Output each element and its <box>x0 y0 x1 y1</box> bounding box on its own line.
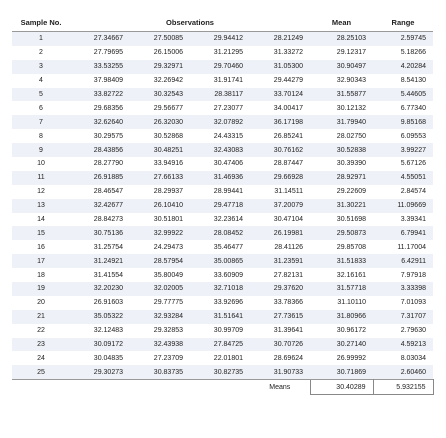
sample-number: 21 <box>12 310 70 324</box>
mean-cell: 31.30221 <box>310 199 373 213</box>
observation-cell: 30.70726 <box>250 338 310 352</box>
observation-cell: 28.99441 <box>190 185 250 199</box>
observation-cell: 32.20230 <box>70 282 130 296</box>
observation-cell: 26.32030 <box>130 115 190 129</box>
observation-cell: 32.42677 <box>70 199 130 213</box>
sample-number: 6 <box>12 101 70 115</box>
table-row <box>12 268 433 282</box>
mean-cell: 30.96172 <box>310 324 373 338</box>
mean-cell: 30.71869 <box>310 365 373 379</box>
table-row <box>12 213 433 227</box>
observation-cell: 30.04835 <box>70 351 130 365</box>
observation-cell: 30.47406 <box>190 157 250 171</box>
sample-number: 13 <box>12 199 70 213</box>
observation-cell: 28.41126 <box>250 240 310 254</box>
observation-cell: 33.60909 <box>190 268 250 282</box>
table-row <box>12 32 433 46</box>
observation-cell: 29.66928 <box>250 171 310 185</box>
observation-cell: 31.33272 <box>250 46 310 60</box>
observation-cell: 32.62640 <box>70 115 130 129</box>
observation-cell: 28.29937 <box>130 185 190 199</box>
mean-cell: 30.52838 <box>310 143 373 157</box>
observation-cell: 29.32853 <box>130 324 190 338</box>
observation-cell: 28.57954 <box>130 254 190 268</box>
sample-number: 9 <box>12 143 70 157</box>
mean-cell: 30.90497 <box>310 60 373 74</box>
table-row <box>12 101 433 115</box>
mean-cell: 30.39390 <box>310 157 373 171</box>
mean-cell: 31.79940 <box>310 115 373 129</box>
range-cell: 8.03034 <box>373 351 433 365</box>
observation-cell: 29.30273 <box>70 365 130 379</box>
observation-cell: 27.73615 <box>250 310 310 324</box>
sample-number: 23 <box>12 338 70 352</box>
mean-cell: 29.50873 <box>310 226 373 240</box>
observation-cell: 29.68356 <box>70 101 130 115</box>
observation-cell: 32.23614 <box>190 213 250 227</box>
sample-number: 25 <box>12 365 70 379</box>
range-cell: 2.84574 <box>373 185 433 199</box>
sample-number: 10 <box>12 157 70 171</box>
table-row <box>12 157 433 171</box>
mean-cell: 28.92971 <box>310 171 373 185</box>
observation-cell: 26.15006 <box>130 46 190 60</box>
table-row <box>12 46 433 60</box>
range-cell: 9.85168 <box>373 115 433 129</box>
observation-cell: 31.46936 <box>190 171 250 185</box>
observation-cell: 29.37620 <box>250 282 310 296</box>
table-row <box>12 171 433 185</box>
range-cell: 3.99227 <box>373 143 433 157</box>
range-cell: 2.60460 <box>373 365 433 379</box>
table-row <box>12 199 433 213</box>
observation-cell: 32.02005 <box>130 282 190 296</box>
range-cell: 6.42911 <box>373 254 433 268</box>
mean-cell: 28.25103 <box>310 32 373 46</box>
observation-cell: 28.38117 <box>190 88 250 102</box>
range-cell: 3.33398 <box>373 282 433 296</box>
range-cell: 5.67126 <box>373 157 433 171</box>
sample-number: 2 <box>12 46 70 60</box>
sample-number: 1 <box>12 32 70 46</box>
observation-cell: 28.27790 <box>70 157 130 171</box>
observation-cell: 36.17198 <box>250 115 310 129</box>
mean-cell: 31.10110 <box>310 296 373 310</box>
sample-number: 20 <box>12 296 70 310</box>
data-table <box>12 13 434 395</box>
observation-cell: 31.41554 <box>70 268 130 282</box>
observation-cell: 31.21295 <box>190 46 250 60</box>
table-row <box>12 338 433 352</box>
observation-cell: 27.23709 <box>130 351 190 365</box>
observation-cell: 22.01801 <box>190 351 250 365</box>
table-row <box>12 129 433 143</box>
range-cell: 3.39341 <box>373 213 433 227</box>
observation-cell: 29.56677 <box>130 101 190 115</box>
observation-cell: 28.87447 <box>250 157 310 171</box>
table-row <box>12 282 433 296</box>
sample-number: 15 <box>12 226 70 240</box>
table-row <box>12 254 433 268</box>
observation-cell: 32.93284 <box>130 310 190 324</box>
observation-cell: 30.51801 <box>130 213 190 227</box>
observation-cell: 33.70124 <box>250 88 310 102</box>
observation-cell: 33.94916 <box>130 157 190 171</box>
observation-cell: 35.00865 <box>190 254 250 268</box>
observation-cell: 37.20079 <box>250 199 310 213</box>
observation-cell: 31.05300 <box>250 60 310 74</box>
range-cell: 4.55051 <box>373 171 433 185</box>
range-cell: 2.59745 <box>373 32 433 46</box>
range-cell: 7.97918 <box>373 268 433 282</box>
mean-cell: 30.27140 <box>310 338 373 352</box>
observation-cell: 34.00417 <box>250 101 310 115</box>
observation-cell: 27.82131 <box>250 268 310 282</box>
grand-mean: 30.40289 <box>310 380 373 395</box>
table-row <box>12 226 433 240</box>
observation-cell: 29.44279 <box>250 74 310 88</box>
observation-cell: 29.77775 <box>130 296 190 310</box>
sample-number: 7 <box>12 115 70 129</box>
observation-cell: 33.78366 <box>250 296 310 310</box>
mean-cell: 28.02750 <box>310 129 373 143</box>
range-cell: 2.79630 <box>373 324 433 338</box>
observation-cell: 32.43083 <box>190 143 250 157</box>
means-label: Means <box>250 380 310 395</box>
table-row <box>12 296 433 310</box>
observation-cell: 24.43315 <box>190 129 250 143</box>
sample-number: 17 <box>12 254 70 268</box>
mean-cell: 31.57718 <box>310 282 373 296</box>
sample-number: 16 <box>12 240 70 254</box>
sample-number: 14 <box>12 213 70 227</box>
observation-cell: 30.75136 <box>70 226 130 240</box>
table-row <box>12 365 433 379</box>
observation-cell: 29.94412 <box>190 32 250 46</box>
observation-cell: 35.05322 <box>70 310 130 324</box>
observation-cell: 35.80049 <box>130 268 190 282</box>
observation-cell: 30.48251 <box>130 143 190 157</box>
observation-cell: 28.46547 <box>70 185 130 199</box>
table-row <box>12 240 433 254</box>
table-row <box>12 324 433 338</box>
observation-cell: 32.07892 <box>190 115 250 129</box>
observation-cell: 28.43856 <box>70 143 130 157</box>
observation-cell: 26.10410 <box>130 199 190 213</box>
range-cell: 5.18266 <box>373 46 433 60</box>
observation-cell: 24.29473 <box>130 240 190 254</box>
observation-cell: 35.46477 <box>190 240 250 254</box>
means-row <box>12 380 433 395</box>
observation-cell: 27.79695 <box>70 46 130 60</box>
observation-cell: 33.82722 <box>70 88 130 102</box>
range-cell: 4.20284 <box>373 60 433 74</box>
observation-cell: 31.25754 <box>70 240 130 254</box>
observation-cell: 30.09172 <box>70 338 130 352</box>
range-cell: 7.31707 <box>373 310 433 324</box>
table-row <box>12 351 433 365</box>
range-cell: 5.44605 <box>373 88 433 102</box>
mean-cell: 30.51698 <box>310 213 373 227</box>
observation-cell: 28.69624 <box>250 351 310 365</box>
sample-number: 18 <box>12 268 70 282</box>
table-row <box>12 88 433 102</box>
observation-cell: 31.14511 <box>250 185 310 199</box>
sample-number: 22 <box>12 324 70 338</box>
range-cell: 6.79941 <box>373 226 433 240</box>
sample-number: 24 <box>12 351 70 365</box>
mean-cell: 32.90343 <box>310 74 373 88</box>
table-row <box>12 74 433 88</box>
observation-cell: 31.90733 <box>250 365 310 379</box>
sample-number: 12 <box>12 185 70 199</box>
observation-cell: 28.84273 <box>70 213 130 227</box>
observation-cell: 31.23591 <box>250 254 310 268</box>
range-cell: 6.09553 <box>373 129 433 143</box>
observation-cell: 27.34667 <box>70 32 130 46</box>
observation-cell: 30.83735 <box>130 365 190 379</box>
observation-cell: 32.71018 <box>190 282 250 296</box>
sample-number: 19 <box>12 282 70 296</box>
range-cell: 11.17004 <box>373 240 433 254</box>
observation-cell: 29.70460 <box>190 60 250 74</box>
range-cell: 4.59213 <box>373 338 433 352</box>
observation-cell: 26.85241 <box>250 129 310 143</box>
table-row <box>12 60 433 74</box>
mean-cell: 31.51833 <box>310 254 373 268</box>
range-cell: 11.09669 <box>373 199 433 213</box>
table-row <box>12 115 433 129</box>
observation-cell: 28.21249 <box>250 32 310 46</box>
observation-cell: 32.26942 <box>130 74 190 88</box>
sample-number: 4 <box>12 74 70 88</box>
observation-cell: 33.53255 <box>70 60 130 74</box>
observation-cell: 30.76162 <box>250 143 310 157</box>
mean-cell: 32.16161 <box>310 268 373 282</box>
observation-cell: 31.39641 <box>250 324 310 338</box>
mean-header: Mean <box>310 13 373 32</box>
range-cell: 8.54130 <box>373 74 433 88</box>
sample-number: 11 <box>12 171 70 185</box>
observation-cell: 30.99709 <box>190 324 250 338</box>
observation-cell: 29.47718 <box>190 199 250 213</box>
sample-number: 8 <box>12 129 70 143</box>
range-cell: 7.01093 <box>373 296 433 310</box>
table-row <box>12 310 433 324</box>
table-row <box>12 143 433 157</box>
observation-cell: 37.98409 <box>70 74 130 88</box>
observation-cell: 30.82735 <box>190 365 250 379</box>
mean-cell: 29.85708 <box>310 240 373 254</box>
mean-cell: 29.12317 <box>310 46 373 60</box>
observation-cell: 32.12483 <box>70 324 130 338</box>
sample-number: 5 <box>12 88 70 102</box>
observation-cell: 27.84725 <box>190 338 250 352</box>
table-row <box>12 185 433 199</box>
header-row <box>12 13 433 32</box>
observation-cell: 29.32971 <box>130 60 190 74</box>
sample-number: 3 <box>12 60 70 74</box>
range-header: Range <box>373 13 433 32</box>
observation-cell: 30.29575 <box>70 129 130 143</box>
observation-cell: 31.91741 <box>190 74 250 88</box>
observation-cell: 30.32543 <box>130 88 190 102</box>
observation-cell: 32.43938 <box>130 338 190 352</box>
mean-range: 5.932155 <box>373 380 433 395</box>
observation-cell: 30.52868 <box>130 129 190 143</box>
observation-cell: 31.24921 <box>70 254 130 268</box>
observation-cell: 31.51641 <box>190 310 250 324</box>
range-cell: 6.77340 <box>373 101 433 115</box>
observation-cell: 27.66133 <box>130 171 190 185</box>
mean-cell: 30.12132 <box>310 101 373 115</box>
mean-cell: 31.55877 <box>310 88 373 102</box>
observation-cell: 28.08452 <box>190 226 250 240</box>
observation-cell: 26.19981 <box>250 226 310 240</box>
mean-cell: 31.80966 <box>310 310 373 324</box>
mean-cell: 26.99992 <box>310 351 373 365</box>
observation-cell: 27.50085 <box>130 32 190 46</box>
mean-cell: 29.22609 <box>310 185 373 199</box>
observation-cell: 30.47104 <box>250 213 310 227</box>
observations-header: Observations <box>70 13 310 32</box>
observation-cell: 27.23077 <box>190 101 250 115</box>
table-body <box>12 32 433 380</box>
observation-cell: 33.92696 <box>190 296 250 310</box>
observation-cell: 32.99922 <box>130 226 190 240</box>
sample-no-header: Sample No. <box>12 13 70 32</box>
observation-cell: 26.91885 <box>70 171 130 185</box>
observation-cell: 26.91603 <box>70 296 130 310</box>
